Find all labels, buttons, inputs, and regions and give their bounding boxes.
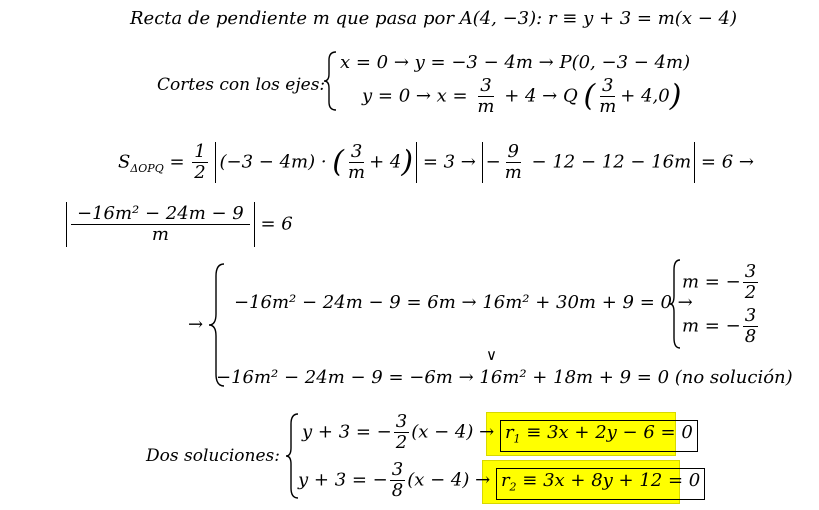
solution2: y + 3 = − $\frac{3}{8}$ $(x - 4) \to r_2 \equiv 3x + 8y + 12 = 0$ [298, 460, 705, 501]
or-symbol: ∨ [486, 346, 497, 364]
cortes-label: Cortes con los ejes: [157, 75, 326, 95]
r2-box: $r_2 \equiv 3x + 8y + 12 = 0$ [496, 468, 705, 501]
cortes-row2: y = 0 → x = $\frac{3}{m}$ + 4 → Q ( $\frac{3}{m}$ + 4,0) [362, 75, 682, 117]
m1: m = − $\frac{3}{2}$ [682, 261, 757, 303]
case1: −16m² − 24m − 9 = 6m → 16m² + 30m + 9 = 0 → [234, 292, 693, 313]
m-brace [668, 258, 682, 350]
row2-frac2: $\frac{3}{m}$ [599, 75, 617, 117]
half-frac: $\frac{1}{2}$ [194, 141, 206, 183]
line-title [130, 8, 737, 30]
row2-mid: + 4 → Q [504, 85, 578, 107]
solution1: y + 3 = − $\frac{3}{2}$ $(x - 4) \to r_1 \equiv 3x + 2y - 6 = 0$ [302, 412, 698, 453]
system-arrow: → [188, 314, 204, 335]
title-text: Recta de pendiente m que pasa por A(4, −3): r ≡ y + 3 = m(x − 4) [130, 8, 737, 29]
cortes-brace [322, 50, 338, 112]
m2: m = − $\frac{3}{8}$ [682, 305, 757, 347]
case2: −16m² − 24m − 9 = −6m → 16m² + 18m + 9 = 0 (no solución) [216, 367, 793, 388]
row2-frac: $\frac{3}{m}$ [477, 75, 495, 117]
solutions-label: Dos soluciones: [146, 446, 280, 466]
abs-eq6: $\frac{\text{−16m² − 24m − 9}}{m}$ = 6 [66, 202, 293, 247]
row2-pre: y = 0 → x = [362, 85, 468, 107]
row2-post: + 4,0 [620, 85, 670, 107]
area-line: $S_{\Delta OPQ}$ = $\frac{1}{2}$ (−3 − 4m) · ( $\frac{3}{m}$ + 4) = 3 → − $\frac{9}{m}$ − 12 − 12 − 16m = 6 → [118, 141, 754, 183]
cortes-row1: x = 0 → y = −3 − 4m → P(0, −3 − 4m) [340, 52, 691, 73]
r1-box: $r_1 \equiv 3x + 2y - 6 = 0$ [500, 420, 698, 453]
